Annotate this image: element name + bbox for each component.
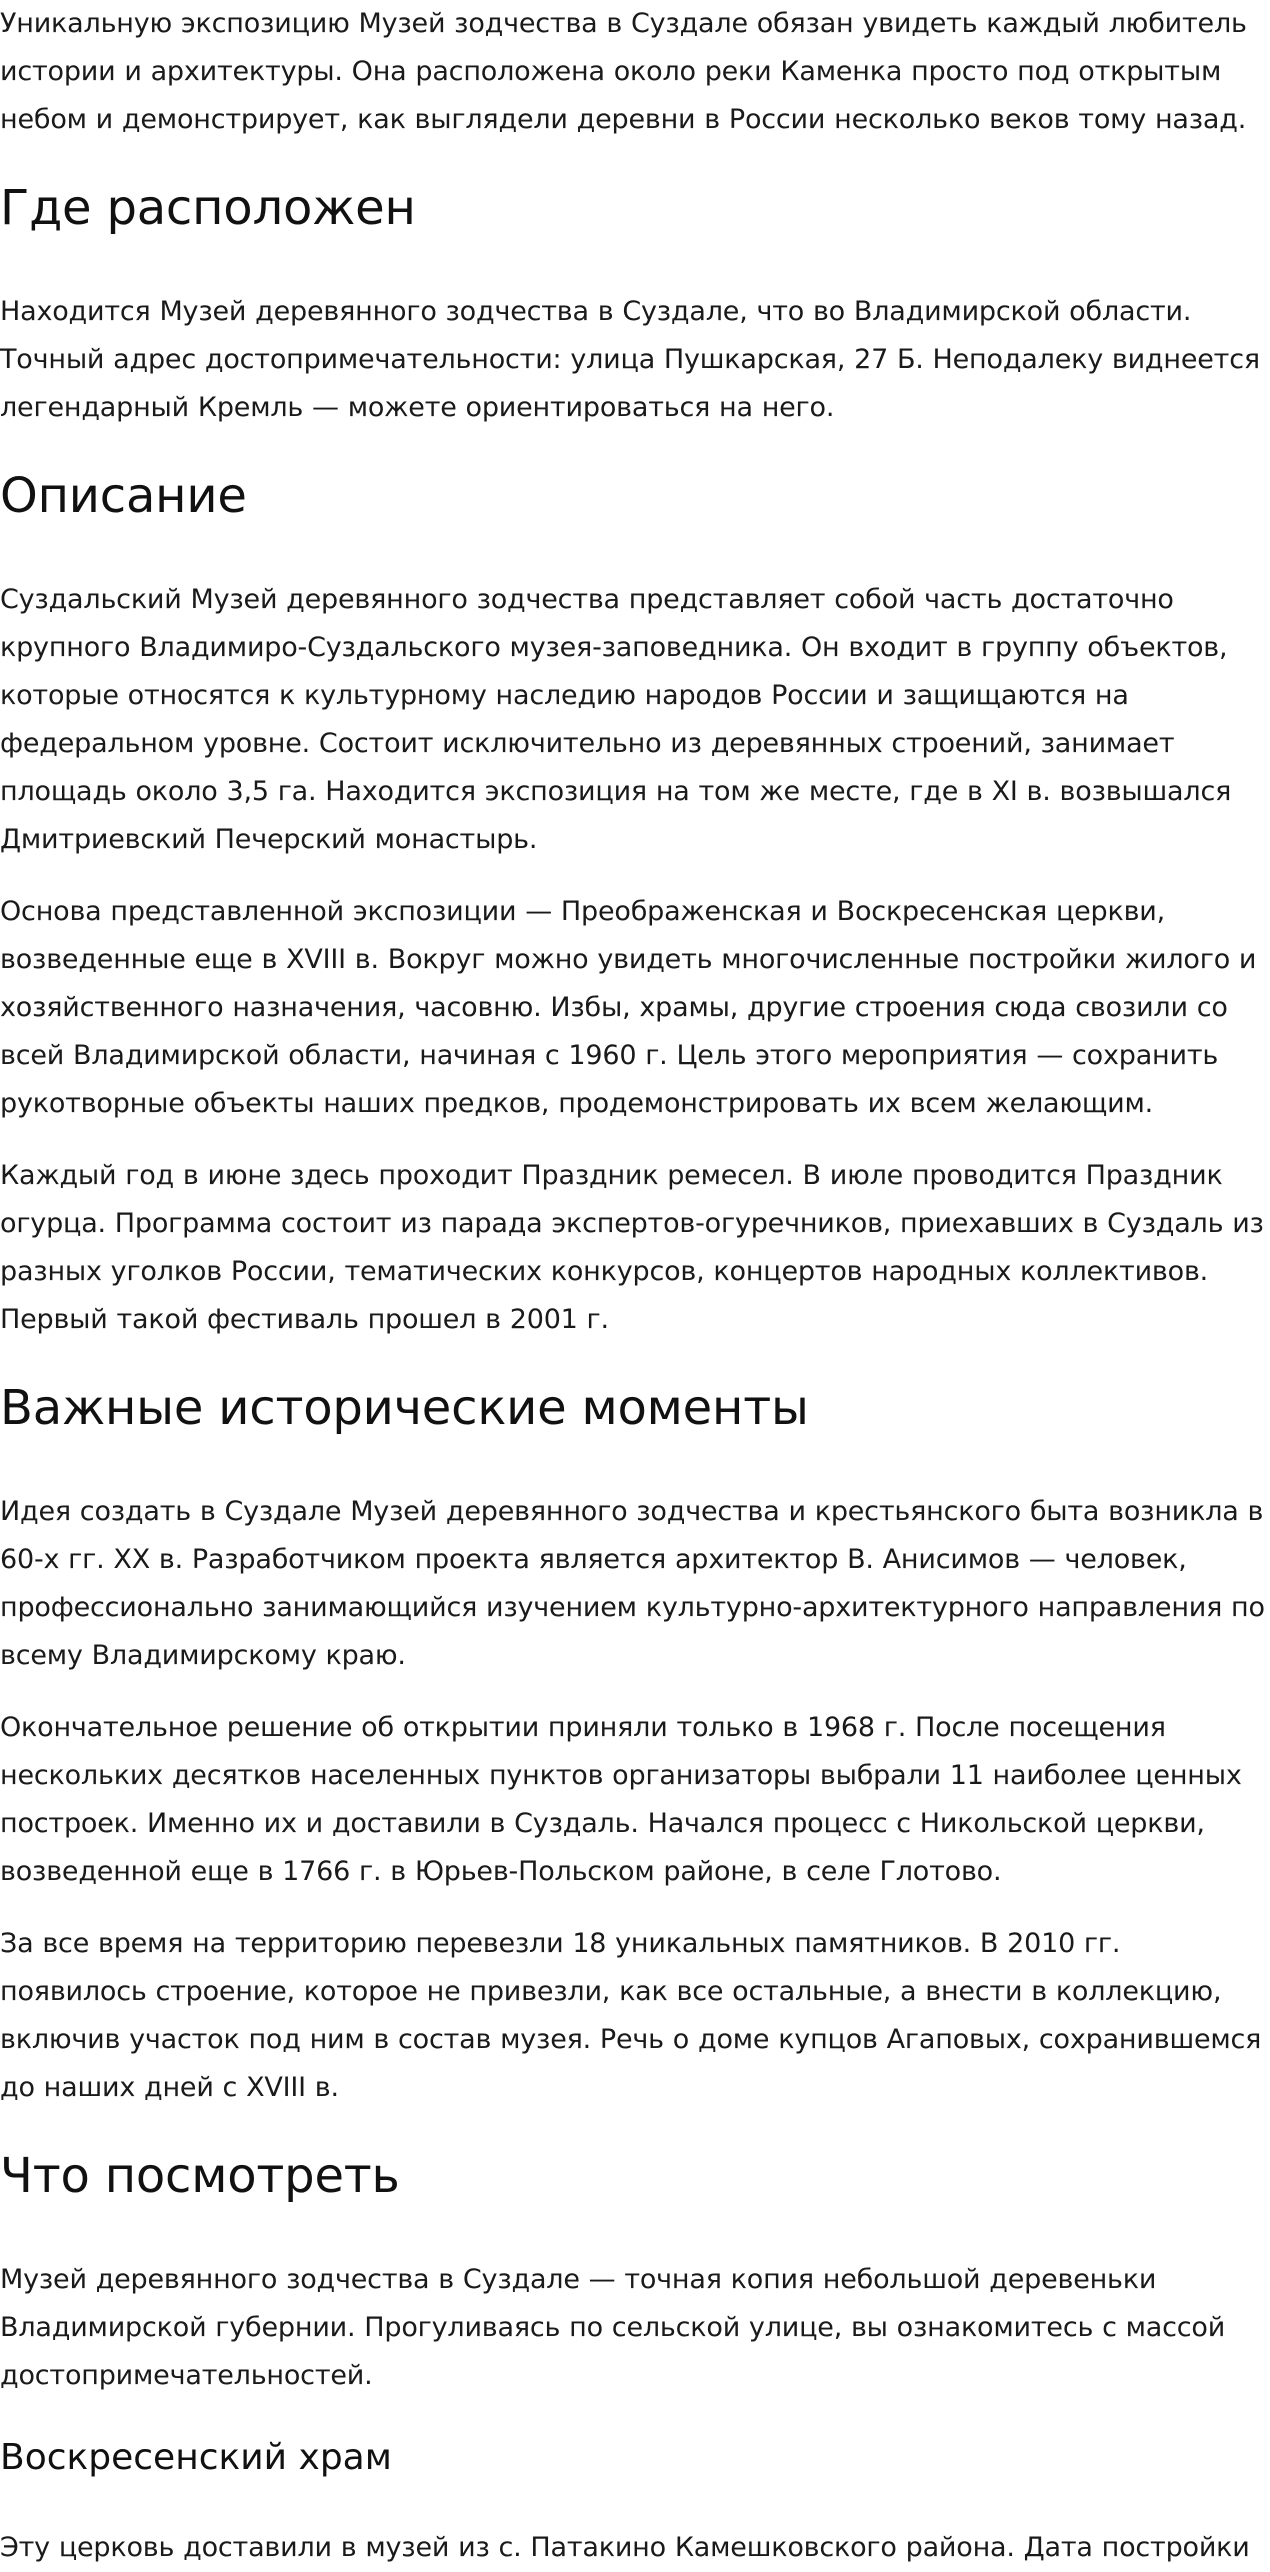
what-to-see-paragraph: Музей деревянного зодчества в Суздале — точная копия небольшой деревеньки Владимирской губернии. Прогуливаясь по сельской улице, вы ознакомитесь с массой достопримечательностей. <box>0 2264 1226 2391</box>
location-paragraph: Находится Музей деревянного зодчества в Суздале, что во Владимирской области. Точный адрес достопримечательности: улица Пушкарская, 27 Б. Неподалеку виднеется легендарный Кремль — можете ориентироваться на него. <box>0 296 1260 423</box>
section-heading-what-to-see: Что посмотреть <box>0 2148 400 2204</box>
subsection-heading-church: Воскресенский храм <box>0 2437 392 2478</box>
description-paragraph-1: Суздальский Музей деревянного зодчества представляет собой часть достаточно крупного Владимиро-Суздальского музея-заповедника. Он входит в группу объектов, которые относятся к культурному наследию народов России и защищаются на федеральном уровне. Состоит исключительно из деревянных строений, занимает площадь около 3,5 га. Находится экспозиция на том же месте, где в XI в. возвышался Дмитриевский Печерский монастырь. <box>0 584 1232 855</box>
history-paragraph-1: Идея создать в Суздале Музей деревянного зодчества и крестьянского быта возникла в 60-х гг. XX в. Разработчиком проекта является архитектор В. Анисимов — человек, профессионально занимающийся изучением культурно-архитектурного направления по всему Владимирскому краю. <box>0 1496 1265 1671</box>
description-paragraph-3: Каждый год в июне здесь проходит Праздник ремесел. В июле проводится Праздник огурца. Программа состоит из парада экспертов-огуречников, приехавших в Суздаль из разных уголков России, тематических конкурсов, концертов народных коллективов. Первый такой фестиваль прошел в 2001 г. <box>0 1160 1264 1335</box>
section-heading-history: Важные исторические моменты <box>0 1380 809 1436</box>
history-paragraph-3: За все время на территорию перевезли 18 уникальных памятников. В 2010 гг. появилось строение, которое не привезли, как все остальные, а внести в коллекцию, включив участок под ним в состав музея. Речь о доме купцов Агаповых, сохранившемся до наших дней с XVIII в. <box>0 1928 1262 2103</box>
intro-paragraph: Уникальную экспозицию Музей зодчества в Суздале обязан увидеть каждый любитель истории и архитектуры. Она расположена около реки Каменка просто под открытым небом и демонстрирует, как выглядели деревни в России несколько веков тому назад. <box>0 8 1247 135</box>
section-heading-location: Где расположен <box>0 180 416 236</box>
section-heading-description: Описание <box>0 468 247 524</box>
church-paragraph: Эту церковь доставили в музей из с. Патакино Камешковского района. Дата постройки <box>0 2532 1250 2563</box>
history-paragraph-2: Окончательное решение об открытии приняли только в 1968 г. После посещения нескольких десятков населенных пунктов организаторы выбрали 11 наиболее ценных построек. Именно их и доставили в Суздаль. Начался процесс с Никольской церкви, возведенной еще в 1766 г. в Юрьев-Польском районе, в селе Глотово. <box>0 1712 1242 1887</box>
description-paragraph-2: Основа представленной экспозиции — Преображенская и Воскресенская церкви, возведенные еще в XVIII в. Вокруг можно увидеть многочисленные постройки жилого и хозяйственного назначения, часовню. Избы, храмы, другие строения сюда свозили со всей Владимирской области, начиная с 1960 г. Цель этого мероприятия — сохранить рукотворные объекты наших предков, продемонстрировать их всем желающим. <box>0 896 1257 1119</box>
